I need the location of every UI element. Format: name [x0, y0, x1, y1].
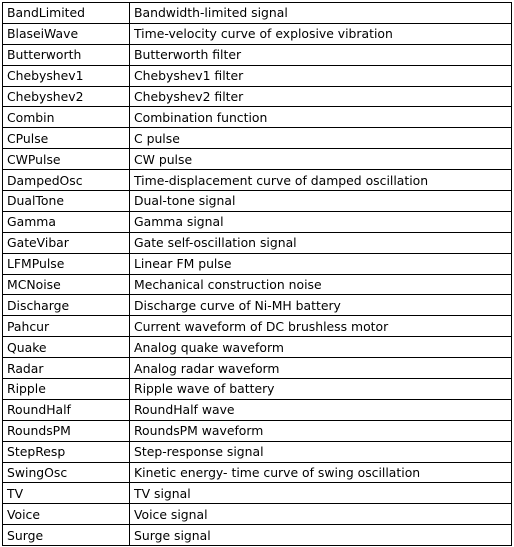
table-row: [3, 295, 512, 316]
waveform-name-cell: Chebyshev1: [3, 65, 130, 86]
table-row: [3, 253, 512, 274]
waveform-description-cell: Analog quake waveform: [130, 337, 512, 358]
waveform-name-cell: Voice: [3, 504, 130, 525]
table-row: [3, 107, 512, 128]
table-row: [3, 483, 512, 504]
waveform-description-cell: CW pulse: [130, 149, 512, 170]
waveform-name-cell: TV: [3, 483, 130, 504]
table-row: [3, 441, 512, 462]
table-row: [3, 462, 512, 483]
waveform-description-cell: Time-displacement curve of damped oscillation: [130, 170, 512, 191]
waveform-name-cell: Quake: [3, 337, 130, 358]
table-row: [3, 86, 512, 107]
waveform-description-cell: TV signal: [130, 483, 512, 504]
waveform-description-cell: Kinetic energy- time curve of swing oscillation: [130, 462, 512, 483]
waveform-name-cell: StepResp: [3, 441, 130, 462]
waveform-name-cell: Chebyshev2: [3, 86, 130, 107]
waveform-description-cell: Combination function: [130, 107, 512, 128]
waveform-description-cell: Discharge curve of Ni-MH battery: [130, 295, 512, 316]
waveform-description-cell: C pulse: [130, 128, 512, 149]
table-row: [3, 420, 512, 441]
table-row: [3, 274, 512, 295]
table-row: [3, 525, 512, 546]
waveform-description-cell: Current waveform of DC brushless motor: [130, 316, 512, 337]
waveform-name-cell: DampedOsc: [3, 170, 130, 191]
waveform-description-cell: Gate self-oscillation signal: [130, 232, 512, 253]
waveform-name-cell: Butterworth: [3, 44, 130, 65]
table-row: [3, 232, 512, 253]
waveform-description-cell: Voice signal: [130, 504, 512, 525]
waveform-name-cell: GateVibar: [3, 232, 130, 253]
waveform-description-cell: Chebyshev2 filter: [130, 86, 512, 107]
waveform-name-cell: DualTone: [3, 191, 130, 212]
waveform-name-cell: Combin: [3, 107, 130, 128]
waveform-description-cell: Linear FM pulse: [130, 253, 512, 274]
waveform-name-cell: LFMPulse: [3, 253, 130, 274]
waveform-name-cell: RoundsPM: [3, 420, 130, 441]
waveform-description-cell: Analog radar waveform: [130, 358, 512, 379]
waveform-description-cell: Step-response signal: [130, 441, 512, 462]
waveform-table: [2, 2, 512, 546]
waveform-description-cell: Surge signal: [130, 525, 512, 546]
waveform-description-cell: Dual-tone signal: [130, 191, 512, 212]
waveform-description-cell: Chebyshev1 filter: [130, 65, 512, 86]
waveform-name-cell: Ripple: [3, 379, 130, 400]
waveform-table-body: [3, 3, 512, 546]
table-row: [3, 316, 512, 337]
table-row: [3, 128, 512, 149]
table-row: [3, 44, 512, 65]
table-row: [3, 211, 512, 232]
waveform-name-cell: CWPulse: [3, 149, 130, 170]
waveform-description-cell: Bandwidth-limited signal: [130, 3, 512, 24]
waveform-name-cell: SwingOsc: [3, 462, 130, 483]
table-row: [3, 3, 512, 24]
waveform-name-cell: Discharge: [3, 295, 130, 316]
waveform-description-cell: Time-velocity curve of explosive vibration: [130, 23, 512, 44]
table-row: [3, 65, 512, 86]
table-row: [3, 399, 512, 420]
table-row: [3, 23, 512, 44]
table-row: [3, 170, 512, 191]
waveform-name-cell: Surge: [3, 525, 130, 546]
waveform-name-cell: Pahcur: [3, 316, 130, 337]
table-row: [3, 337, 512, 358]
waveform-name-cell: BlaseiWave: [3, 23, 130, 44]
waveform-description-cell: RoundsPM waveform: [130, 420, 512, 441]
waveform-name-cell: BandLimited: [3, 3, 130, 24]
table-row: [3, 379, 512, 400]
waveform-name-cell: RoundHalf: [3, 399, 130, 420]
waveform-description-cell: RoundHalf wave: [130, 399, 512, 420]
waveform-description-cell: Butterworth filter: [130, 44, 512, 65]
waveform-description-cell: Ripple wave of battery: [130, 379, 512, 400]
waveform-name-cell: Radar: [3, 358, 130, 379]
table-row: [3, 149, 512, 170]
waveform-name-cell: CPulse: [3, 128, 130, 149]
waveform-name-cell: Gamma: [3, 211, 130, 232]
table-row: [3, 504, 512, 525]
waveform-description-cell: Gamma signal: [130, 211, 512, 232]
waveform-description-cell: Mechanical construction noise: [130, 274, 512, 295]
waveform-name-cell: MCNoise: [3, 274, 130, 295]
table-row: [3, 358, 512, 379]
table-row: [3, 191, 512, 212]
